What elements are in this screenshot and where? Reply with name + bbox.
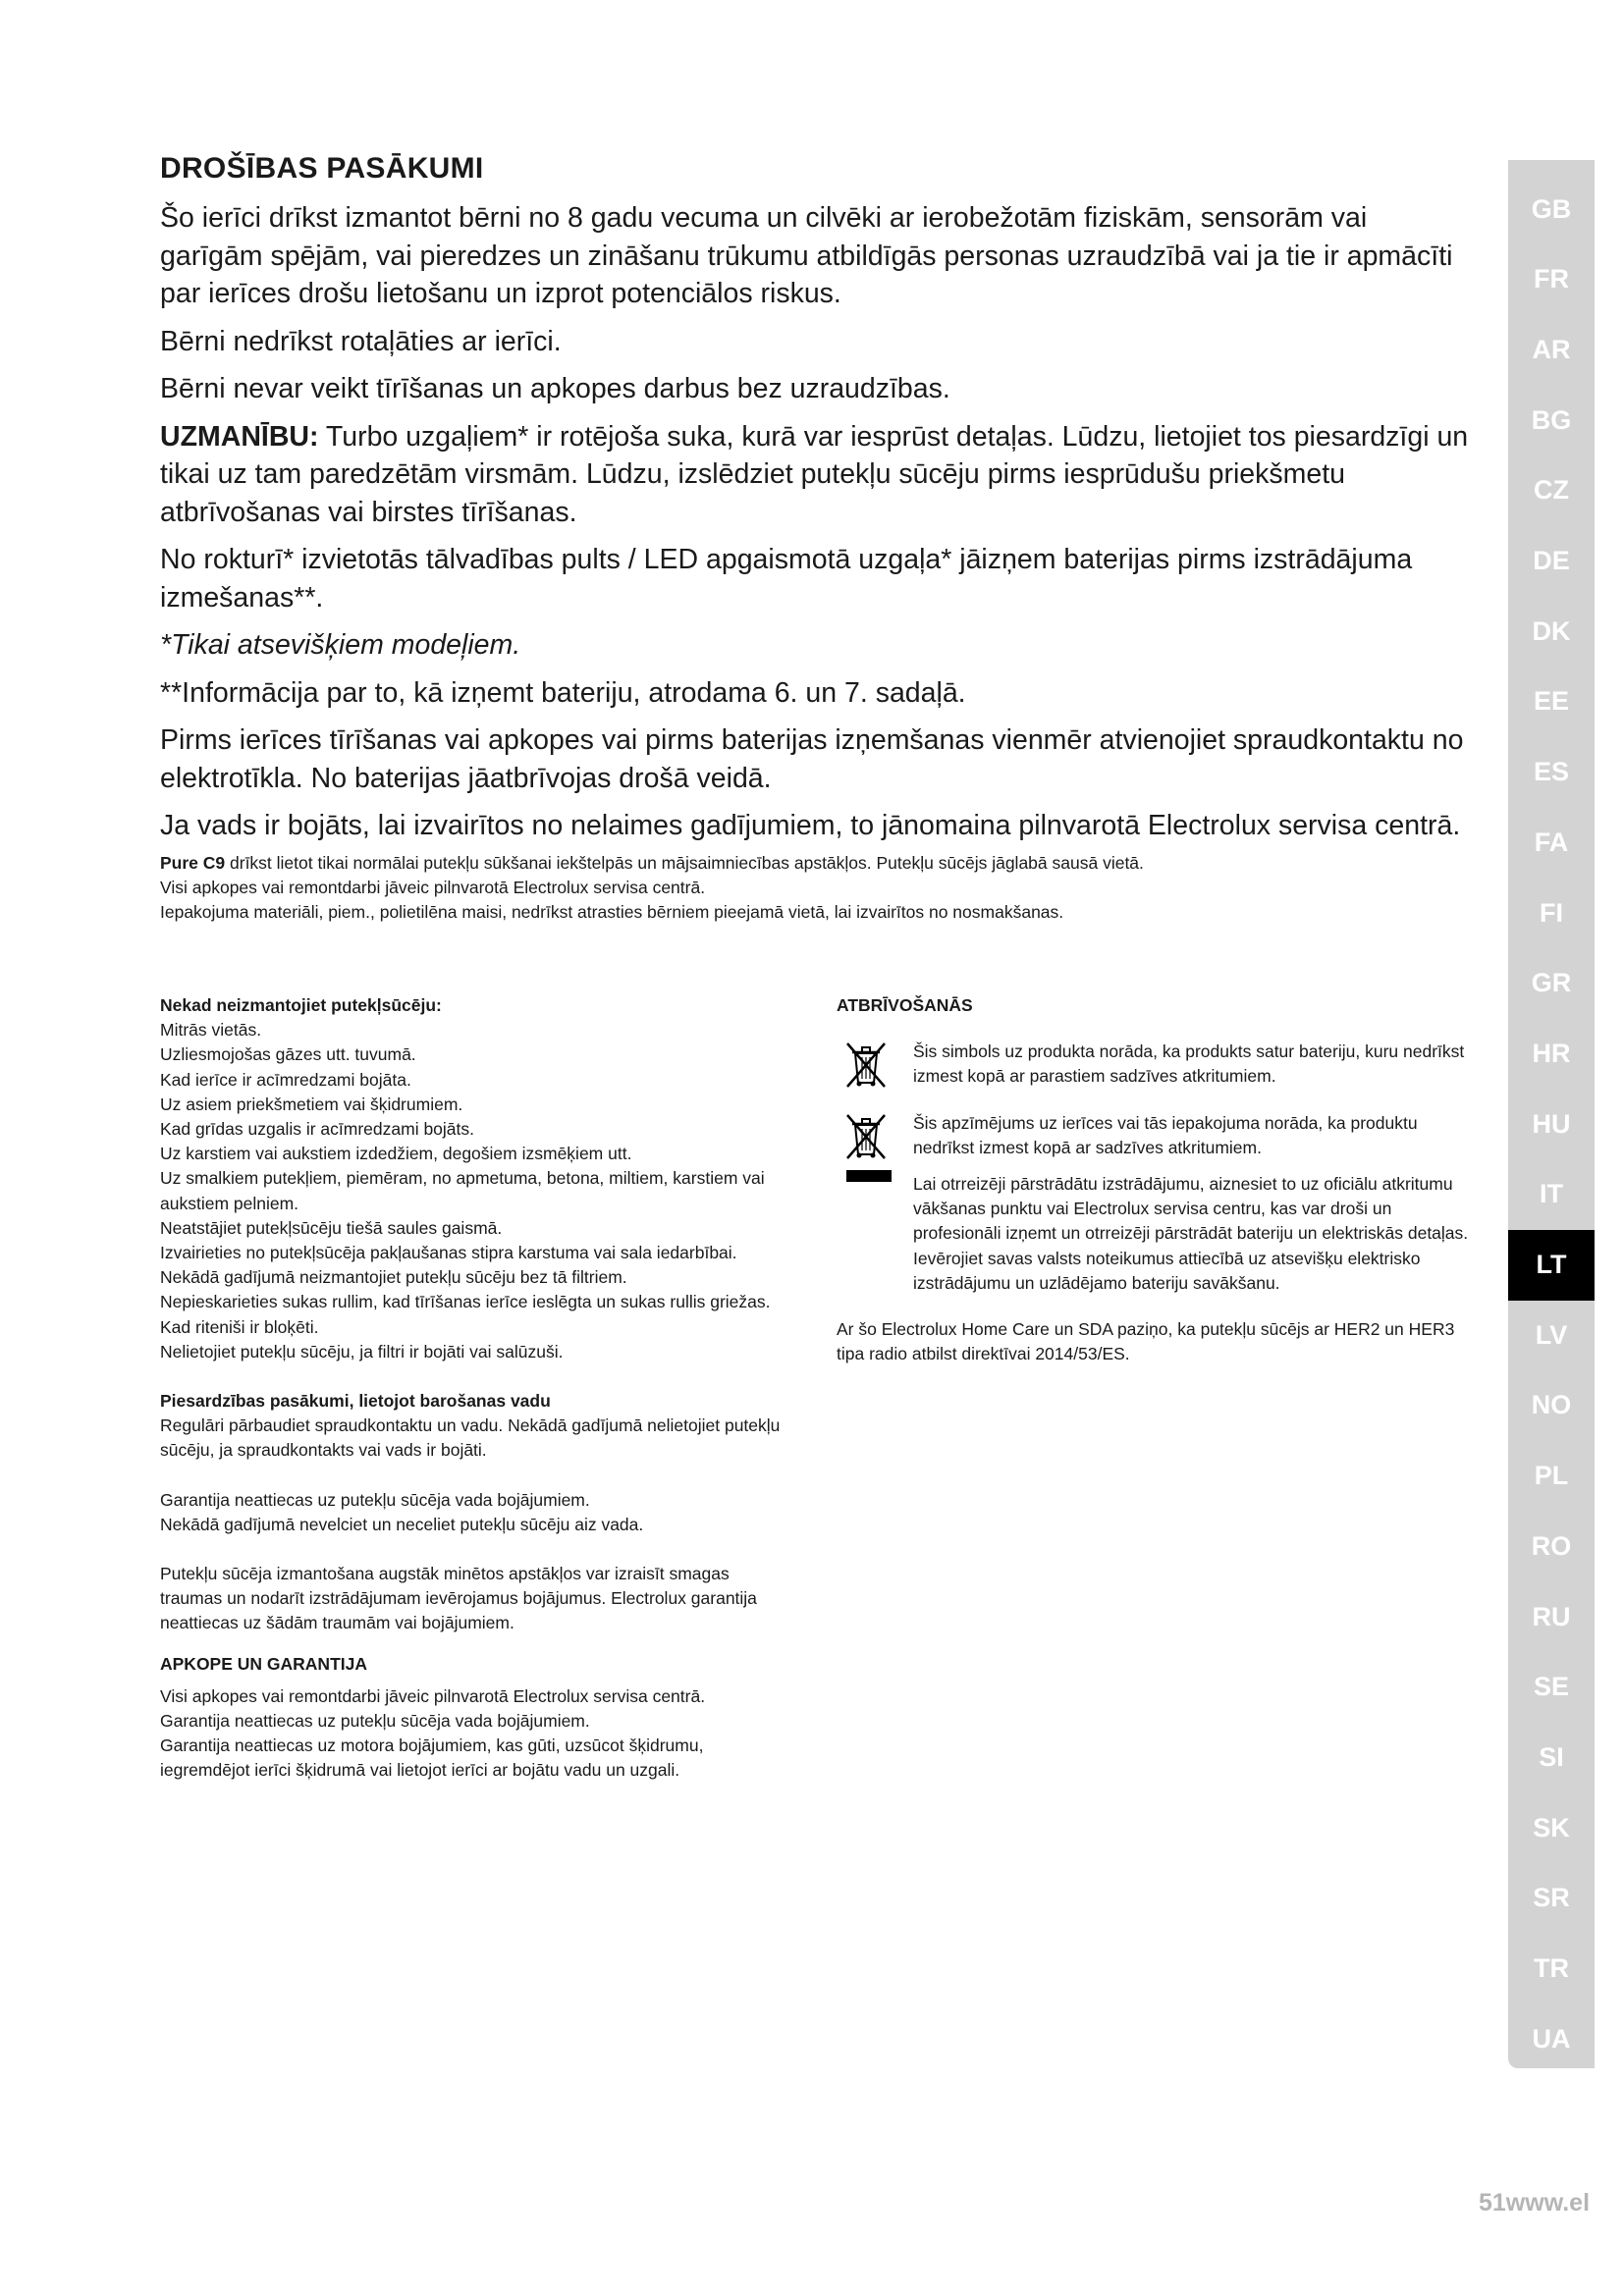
safety-paragraph-supervision: Bērni nevar veikt tīrīšanas un apkopes darbus bez uzraudzības. (160, 373, 950, 404)
never-use-item: Uz karstiem vai aukstiem izdedžiem, degošiem izsmēķiem utt. (160, 1144, 632, 1164)
warranty-cord-text: Garantija neattiecas uz putekļu sūcēja vada bojājumiem. (160, 1489, 590, 1510)
language-tab-hr[interactable]: HR (1532, 1038, 1571, 1068)
never-use-item: Nelietojiet putekļu sūcēju, ja filtri ir bojāti vai salūzuši. (160, 1341, 564, 1362)
model-name: Pure C9 (160, 852, 226, 873)
language-tab-gr[interactable]: GR (1531, 968, 1572, 998)
never-use-title: Nekad neizmantojiet putekļsūcēju: (160, 995, 442, 1015)
language-tab-tr[interactable]: TR (1534, 1953, 1569, 1983)
never-use-list (160, 1018, 788, 1364)
language-tab-lt[interactable]: LT (1508, 1230, 1595, 1301)
cord-precautions-text: Regulāri pārbaudiet spraudkontaktu un vadu. Nekādā gadījumā nelietojiet putekļu sūcēju, ja spraudkontakts vai vads ir bojāti. (160, 1415, 781, 1461)
language-tab-ee[interactable]: EE (1533, 686, 1570, 717)
service-text-3: Garantija neattiecas uz motora bojājumiem, kas gūti, uzsūcot šķidrumu, iegremdējot ierīci šķidrumā vai lietojot ierīci ar bojātu vadu un uzgali. (160, 1735, 704, 1781)
never-use-item: Kad riteniši ir bloķēti. (160, 1316, 319, 1337)
language-tab-ar[interactable]: AR (1532, 334, 1571, 364)
never-use-item: Uz smalkiem putekļiem, piemēram, no apmetuma, betona, miltiem, karstiem vai aukstiem pelniem. (160, 1168, 765, 1213)
language-tab-bg[interactable]: BG (1531, 404, 1572, 435)
language-tab-hu[interactable]: HU (1532, 1108, 1571, 1139)
radio-declaration-text: Ar šo Electrolux Home Care un SDA paziņo, ka putekļu sūcējs ar HER2 un HER3 tipa radio atbilst direktīvai 2014/53/ES. (837, 1319, 1455, 1364)
never-use-item: Nekādā gadījumā neizmantojiet putekļu sūcēju bez tā filtriem. (160, 1267, 627, 1288)
language-tab-sr[interactable]: SR (1533, 1883, 1570, 1913)
models-note-text: *Tikai atsevišķiem modeļiem. (160, 629, 521, 661)
language-tab-ru[interactable]: RU (1532, 1601, 1571, 1631)
service-text-2: Garantija neattiecas uz putekļu sūcēja vada bojājumiem. (160, 1711, 590, 1732)
caution-text: Turbo uzgaļiem* ir rotējoša suka, kurā var iesprūst detaļas. Lūdzu, lietojiet tos piesardzīgi un tikai uz tam paredzētām virsmām. Lūdzu, izslēdziet putekļu sūcēju pirms iesprūdušu priekšmetu atbrīvošanas vai birstes tīrīšanas. (160, 420, 1469, 528)
safety-section (160, 152, 1476, 925)
warranty-pull-text: Nekādā gadījumā nevelciet un neceliet putekļu sūcēju aiz vada. (160, 1514, 644, 1534)
service-note: Visi apkopes vai remontdarbi jāveic pilnvarotā Electrolux servisa centrā. (160, 877, 706, 897)
crossed-out-bin-with-bar-icon (844, 1111, 888, 1160)
language-tab-si[interactable]: SI (1539, 1741, 1564, 1772)
page-number-footer: 51www.el (1479, 2189, 1591, 2216)
safety-paragraph-no-play: Bērni nedrīkst rotaļāties ar ierīci. (160, 325, 562, 357)
right-column (837, 993, 1475, 1366)
language-tab-ua[interactable]: UA (1532, 2023, 1571, 2054)
never-use-item: Uz asiem priekšmetiem vai šķidrumiem. (160, 1094, 463, 1114)
language-tab-de[interactable]: DE (1533, 546, 1570, 575)
safety-paragraph-battery-info: **Informācija par to, kā izņemt bateriju, atrodama 6. un 7. sadaļā. (160, 676, 966, 709)
disposal-product-text: Šis apzīmējums uz ierīces vai tās iepakojuma norāda, ka produktu nedrīkst izmest kopā ar sadzīves atkritumiem. (913, 1112, 1418, 1157)
safety-paragraph-batteries: No rokturī* izvietotās tālvadības pults / LED apgaismotā uzgaļa* jāizņem baterijas pirms izstrādājuma izmešanas**. (160, 544, 1413, 614)
usage-note-text: drīkst lietot tikai normālai putekļu sūkšanai iekštelpās un mājsaimniecības apstākļos. Putekļu sūcējs jāglabā sausā vietā. (225, 852, 1144, 873)
language-tab-es[interactable]: ES (1533, 757, 1570, 787)
left-column (160, 993, 788, 1784)
caution-label: UZMANĪBU: (160, 420, 319, 453)
cord-precautions-title: Piesardzības pasākumi, lietojot barošanas vadu (160, 1391, 551, 1412)
language-tab-pl[interactable]: PL (1534, 1461, 1569, 1491)
disposal-battery-row (837, 1040, 1475, 1089)
language-tab-it[interactable]: IT (1540, 1179, 1563, 1209)
language-tab-dk[interactable]: DK (1532, 615, 1571, 646)
service-warranty-title: APKOPE UN GARANTIJA (160, 1653, 367, 1674)
never-use-item: Kad grīdas uzgalis ir acīmredzami bojāts. (160, 1119, 474, 1140)
packaging-note: Iepakojuma materiāli, piem., polietilēna maisi, nedrīkst atrasties bērniem pieejamā vietā, lai izvairītos no nosmakšanas. (160, 901, 1064, 922)
never-use-item: Uzliesmojošas gāzes utt. tuvumā. (160, 1044, 416, 1065)
language-tab-gb[interactable]: GB (1531, 193, 1572, 224)
service-text-1: Visi apkopes vai remontdarbi jāveic pilnvarotā Electrolux servisa centrā. (160, 1685, 706, 1706)
safety-paragraph-unplug: Pirms ierīces tīrīšanas vai apkopes vai pirms baterijas izņemšanas vienmēr atvienojiet spraudkontaktu no elektrotīkla. No baterijas jāatbrīvojas drošā veidā. (160, 724, 1464, 794)
crossed-out-bin-icon (844, 1040, 888, 1089)
language-tab-fi[interactable]: FI (1540, 897, 1563, 928)
disposal-product-row (837, 1111, 1475, 1296)
injury-warning-text: Putekļu sūcēja izmantošana augstāk minētos apstākļos var izraisīt smagas traumas un nodarīt izstrādājumam ievērojamus bojājumus. Electrolux garantija neattiecas uz šādām traumām vai bojājumiem. (160, 1564, 757, 1633)
language-tab-fr[interactable]: FR (1534, 264, 1569, 294)
safety-paragraph-cord: Ja vads ir bojāts, lai izvairītos no nelaimes gadījumiem, to jānomaina pilnvarotā Electrolux servisa centrā. (160, 810, 1461, 841)
never-use-item: Mitrās vietās. (160, 1020, 262, 1041)
disposal-title: ATBRĪVOŠANĀS (837, 995, 973, 1015)
never-use-item: Izvairieties no putekļsūcēja pakļaušanas stipra karstuma vai sala iedarbībai. (160, 1243, 737, 1263)
never-use-item: Nepieskarieties sukas rullim, kad tīrīšanas ierīce ieslēgta un sukas rullis griežas. (160, 1292, 771, 1312)
safety-paragraph-children-usage: Šo ierīci drīkst izmantot bērni no 8 gadu vecuma un cilvēki ar ierobežotām fiziskām, sensorām vai garīgām spējām, vai pieredzes un zināšanu trūkumu atbildīgās personas uzraudzībā vai ja tie ir apmācīti par ierīces drošu lietošanu un izprot potenciālos riskus. (160, 202, 1453, 309)
usage-note (160, 851, 1476, 876)
safety-paragraph-models-note (160, 626, 1476, 665)
language-tab-fa[interactable]: FA (1534, 827, 1569, 857)
never-use-item: Kad ierīce ir acīmredzami bojāta. (160, 1069, 411, 1090)
language-tab-ro[interactable]: RO (1531, 1530, 1572, 1561)
language-tab-lv[interactable]: LV (1535, 1319, 1568, 1350)
never-use-item: Neatstājiet putekļsūcēju tiešā saules gaismā. (160, 1217, 503, 1238)
disposal-battery-text: Šis simbols uz produkta norāda, ka produkts satur bateriju, kuru nedrīkst izmest kopā ar parastiem sadzīves atkritumiem. (913, 1041, 1465, 1087)
language-tab-no[interactable]: NO (1531, 1390, 1572, 1420)
language-tab-sk[interactable]: SK (1533, 1812, 1570, 1842)
safety-title: DROŠĪBAS PASĀKUMI (160, 152, 484, 185)
safety-paragraph-caution (160, 418, 1476, 532)
language-tab-bar (1508, 160, 1595, 2068)
disposal-recycle-text: Lai otrreizēji pārstrādātu izstrādājumu, aiznesiet to uz oficiālu atkritumu vākšanas punktu vai Electrolux servisa centru, kas var droši un profesionāli izņemt un otrreizēji pārstrādāt bateriju un elektriskās detaļas. Ievērojiet savas valsts noteikumus attiecībā uz atsevišķu elektrisko izstrādājumu un uzlādējamo bateriju savākšanu. (913, 1174, 1469, 1293)
language-tab-se[interactable]: SE (1533, 1672, 1570, 1702)
language-tab-cz[interactable]: CZ (1534, 475, 1569, 506)
weee-bar-icon (846, 1170, 892, 1182)
